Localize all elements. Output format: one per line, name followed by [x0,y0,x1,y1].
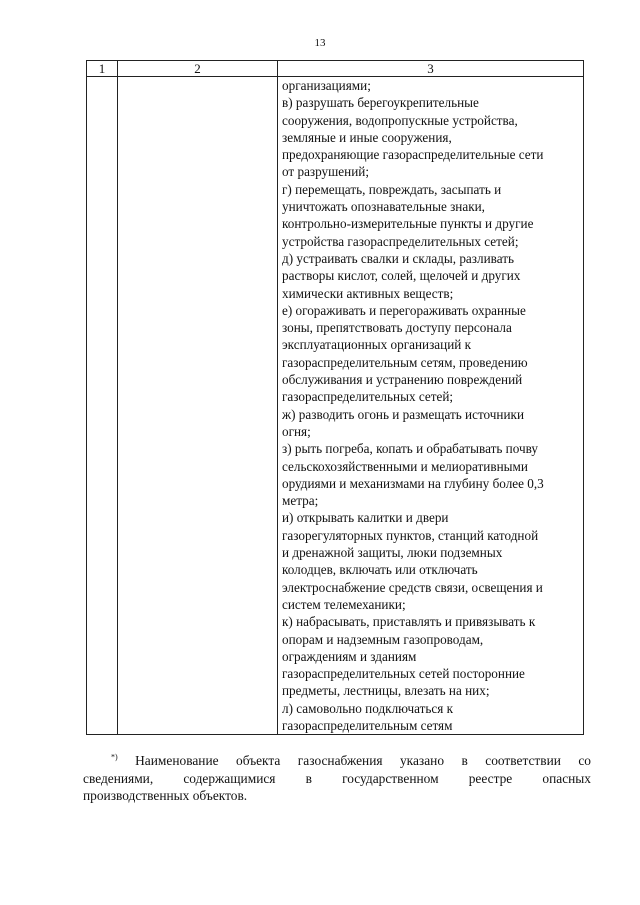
text-line: ж) разводить огонь и размещать источники [282,406,525,422]
footnote-line-3: производственных объектов. [83,788,248,803]
text-line: к) набрасывать, приставлять и привязывать к [282,614,536,630]
text-line: зоны, препятствовать доступу персонала [282,320,512,336]
footnote-marker: *) [111,752,118,762]
text-line: и дренажной защиты, люки подземных [282,545,503,561]
page-number: 13 [314,37,326,49]
text-line: эксплуатационных организаций к [282,337,472,353]
cell-col-2 [118,77,278,735]
footnote-line-2: сведениями, содержащимися в государственном реестре опасных [83,770,591,786]
footnote-text: Наименование объекта газоснабжения указано в соответствии со [135,753,592,768]
text-line: е) огораживать и перегораживать охранные [282,302,526,318]
text-line: от разрушений; [282,164,369,180]
text-line: з) рыть погреба, копать и обрабатывать почву [282,441,538,457]
requirements-table [86,60,584,735]
text-line: ограждениям и зданиям [282,648,417,664]
text-line: газораспределительным сетям [282,717,453,733]
text-line: обслуживания и устранению повреждений [282,372,523,388]
text-line: л) самовольно подключаться к [282,700,454,716]
text-line: организациями; [282,78,371,93]
text-line: газораспределительных сетей; [282,389,454,405]
text-line: сооружения, водопропускные устройства, [282,112,518,128]
text-line: электроснабжение средств связи, освещения и [282,579,543,595]
text-line: предохраняющие газораспределительные сети [282,147,544,163]
footnote-line-1 [83,752,591,770]
text-line: газораспределительных сетей посторонние [282,666,525,682]
cell-col-1 [87,77,118,735]
text-line: сельскохозяйственными и мелиоративными [282,458,528,474]
text-line: и) открывать калитки и двери [282,510,449,526]
text-line: систем телемеханики; [282,596,406,612]
text-line: г) перемещать, повреждать, засыпать и [282,181,502,197]
text-line: метра; [282,493,319,509]
text-line: д) устраивать свалки и склады, разливать [282,250,514,266]
table-row [87,77,584,735]
text-line: контрольно-измерительные пункты и другие [282,216,534,232]
text-line: огня; [282,423,311,439]
text-line: химически активных веществ; [282,285,454,301]
column-header-2: 2 [118,61,278,77]
text-line: опорам и надземным газопроводам, [282,631,484,647]
text-line: устройства газораспределительных сетей; [282,233,519,249]
text-line: газораспределительным сетям, проведению [282,354,528,370]
table-header-row [87,61,584,77]
cell-col-3 [278,77,584,735]
text-line: орудиями и механизмами на глубину более 0,3 [282,475,544,491]
text-line: земляные и иные сооружения, [282,129,452,145]
footnote [83,752,591,805]
column-header-3: 3 [278,61,584,77]
text-line: предметы, лестницы, влезать на них; [282,683,490,699]
text-line: колодцев, включать или отключать [282,562,478,578]
text-line: в) разрушать берегоукрепительные [282,95,479,111]
text-line: растворы кислот, солей, щелочей и других [282,268,521,284]
column-header-1: 1 [87,61,118,77]
text-line: газорегуляторных пунктов, станций катодной [282,527,539,543]
text-line: уничтожать опознавательные знаки, [282,199,485,215]
